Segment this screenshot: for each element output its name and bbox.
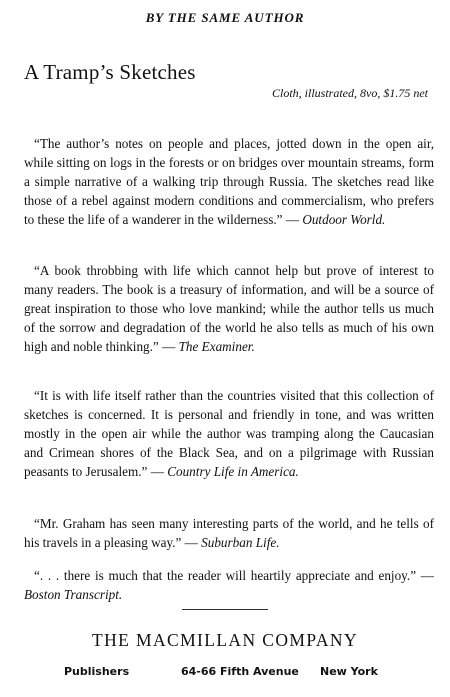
review-quote: “Mr. Graham has seen many interesting parts of the world, and he tells of his travels in a pleasing way.” — [24,516,434,550]
publisher-address: 64-66 Fifth Avenue [181,665,299,678]
book-price-line: Cloth, illustrated, 8vo, $1.75 net [272,86,428,100]
divider-rule [182,609,268,610]
publisher-name: THE MACMILLAN COMPANY [92,630,358,650]
review-boston-transcript [24,566,434,604]
review-quote: “. . . there is much that the reader will heartily appreciate and enjoy.” — [34,568,434,583]
review-quote: “A book throbbing with life which cannot help but prove of interest to many readers. The book is a treasury of information, and will be a source of great inspiration to those who love mankind; while the author tells us much of the sorrow and degradation of the world he also tells as much of his own high and noble thinking.” — [24,263,434,354]
book-title: A Tramp’s Sketches [24,60,196,84]
review-source: Country Life in America. [167,464,299,479]
review-source: Boston Transcript. [24,587,123,602]
review-outdoor-world [24,134,434,229]
review-source: The Examiner. [178,339,255,354]
publisher-city: New York [320,665,378,678]
review-the-examiner [24,261,434,356]
by-same-author-heading: BY THE SAME AUTHOR [145,10,305,25]
review-suburban-life [24,514,434,552]
review-country-life [24,386,434,481]
publisher-role: Publishers [64,665,130,678]
review-source: Outdoor World. [302,212,386,227]
review-quote: “It is with life itself rather than the countries visited that this collection of sketches is concerned. It is personal and friendly in tone, and was written mostly in the open air while the author was tramping along the Caucasian and Crimean shores of the Black Sea, and on a pilgrimage with Russian peasants to Jerusalem.” — [24,388,434,479]
review-source: Suburban Life. [201,535,280,550]
review-quote: “The author’s notes on people and places, jotted down in the open air, while sitting on logs in the forests or on bridges over mountain streams, form a simple narrative of a walking trip through Russia. The sketches read like those of a rebel against modern conditions and commercialism, who prefers to these the life of a wanderer in the wilderness.” — [24,136,434,227]
